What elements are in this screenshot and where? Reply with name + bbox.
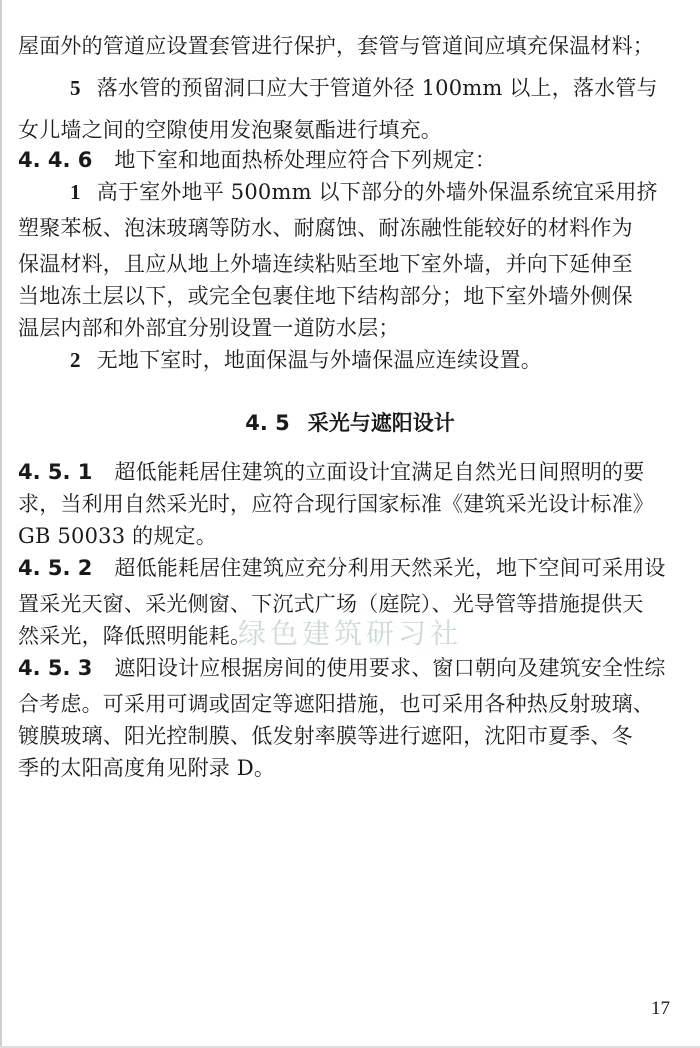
page-edge bbox=[0, 0, 2, 1048]
clause-text: 超低能耗居住建筑的立面设计宜满足自然光日间照明的要 bbox=[114, 460, 645, 484]
text-line-content: GB 50033 的规定。 bbox=[18, 524, 217, 548]
text-line-content: 求，当利用自然采光时，应符合现行国家标准《建筑采光设计标准》 bbox=[18, 492, 654, 516]
clause-number: 4. 5. 1 bbox=[18, 460, 93, 484]
text-line-content: 女儿墙之间的空隙使用发泡聚氨酯进行填充。 bbox=[18, 118, 442, 142]
section-number: 4. 5 bbox=[245, 411, 290, 435]
watermark: 绿色建筑研习社 bbox=[237, 617, 462, 650]
text-line-content: 然采光，降低照明能耗。 bbox=[18, 624, 252, 648]
clause-text: 地下室和地面热桥处理应符合下列规定： bbox=[114, 148, 497, 172]
list-item bbox=[70, 340, 684, 380]
text-line-content: 镀膜玻璃、阳光控制膜、低发射率膜等进行遮阳，沈阳市夏季、冬 bbox=[18, 724, 633, 748]
clause-number: 4. 4. 6 bbox=[18, 148, 93, 172]
clause-text: 超低能耗居住建筑应充分利用天然采光，地下空间可采用设 bbox=[114, 556, 666, 580]
text-line-content: 合考虑。可采用可调或固定等遮阳措施，也可采用各种热反射玻璃、 bbox=[18, 692, 654, 716]
text-line-content: 高于室外地平 500mm 以下部分的外墙外保温系统宜采用挤 bbox=[96, 180, 658, 204]
text-line-content: 屋面外的管道应设置套管进行保护，套管与管道间应填充保温材料； bbox=[18, 34, 654, 58]
clause-text: 遮阳设计应根据房间的使用要求、窗口朝向及建筑安全性综 bbox=[114, 656, 666, 680]
item-number: 5 bbox=[70, 76, 81, 100]
list-item bbox=[70, 172, 684, 212]
text-line bbox=[18, 748, 684, 788]
text-line-content: 温层内部和外部宜分别设置一道防水层； bbox=[18, 316, 400, 340]
text-line-content: 置采光天窗、采光侧窗、下沉式广场（庭院）、光导管等措施提供天 bbox=[18, 592, 644, 616]
text-line-content: 保温材料，且应从地上外墙连续粘贴至地下室外墙，并向下延伸至 bbox=[18, 252, 633, 276]
item-number: 1 bbox=[70, 180, 81, 204]
text-line-content: 塑聚苯板、泡沫玻璃等防水、耐腐蚀、耐冻融性能较好的材料作为 bbox=[18, 216, 633, 240]
page-number: 17 bbox=[651, 998, 670, 1019]
section-title: 采光与遮阳设计 bbox=[307, 411, 455, 435]
text-line bbox=[18, 208, 684, 248]
text-line bbox=[18, 26, 684, 66]
clause bbox=[18, 648, 684, 688]
text-line-content: 落水管的预留洞口应大于管道外径 100mm 以上，落水管与 bbox=[96, 76, 658, 100]
clause-number: 4. 5. 2 bbox=[18, 556, 93, 580]
text-line-content: 当地冻土层以下，或完全包裹住地下结构部分；地下室外墙外侧保 bbox=[18, 284, 633, 308]
section-heading bbox=[0, 403, 700, 443]
text-line-content: 无地下室时，地面保温与外墙保温应连续设置。 bbox=[96, 348, 542, 372]
list-item bbox=[70, 68, 684, 108]
text-line-content: 季的太阳高度角见附录 D。 bbox=[18, 756, 276, 780]
clause bbox=[18, 548, 684, 588]
clause-number: 4. 5. 3 bbox=[18, 656, 93, 680]
item-number: 2 bbox=[70, 348, 81, 372]
